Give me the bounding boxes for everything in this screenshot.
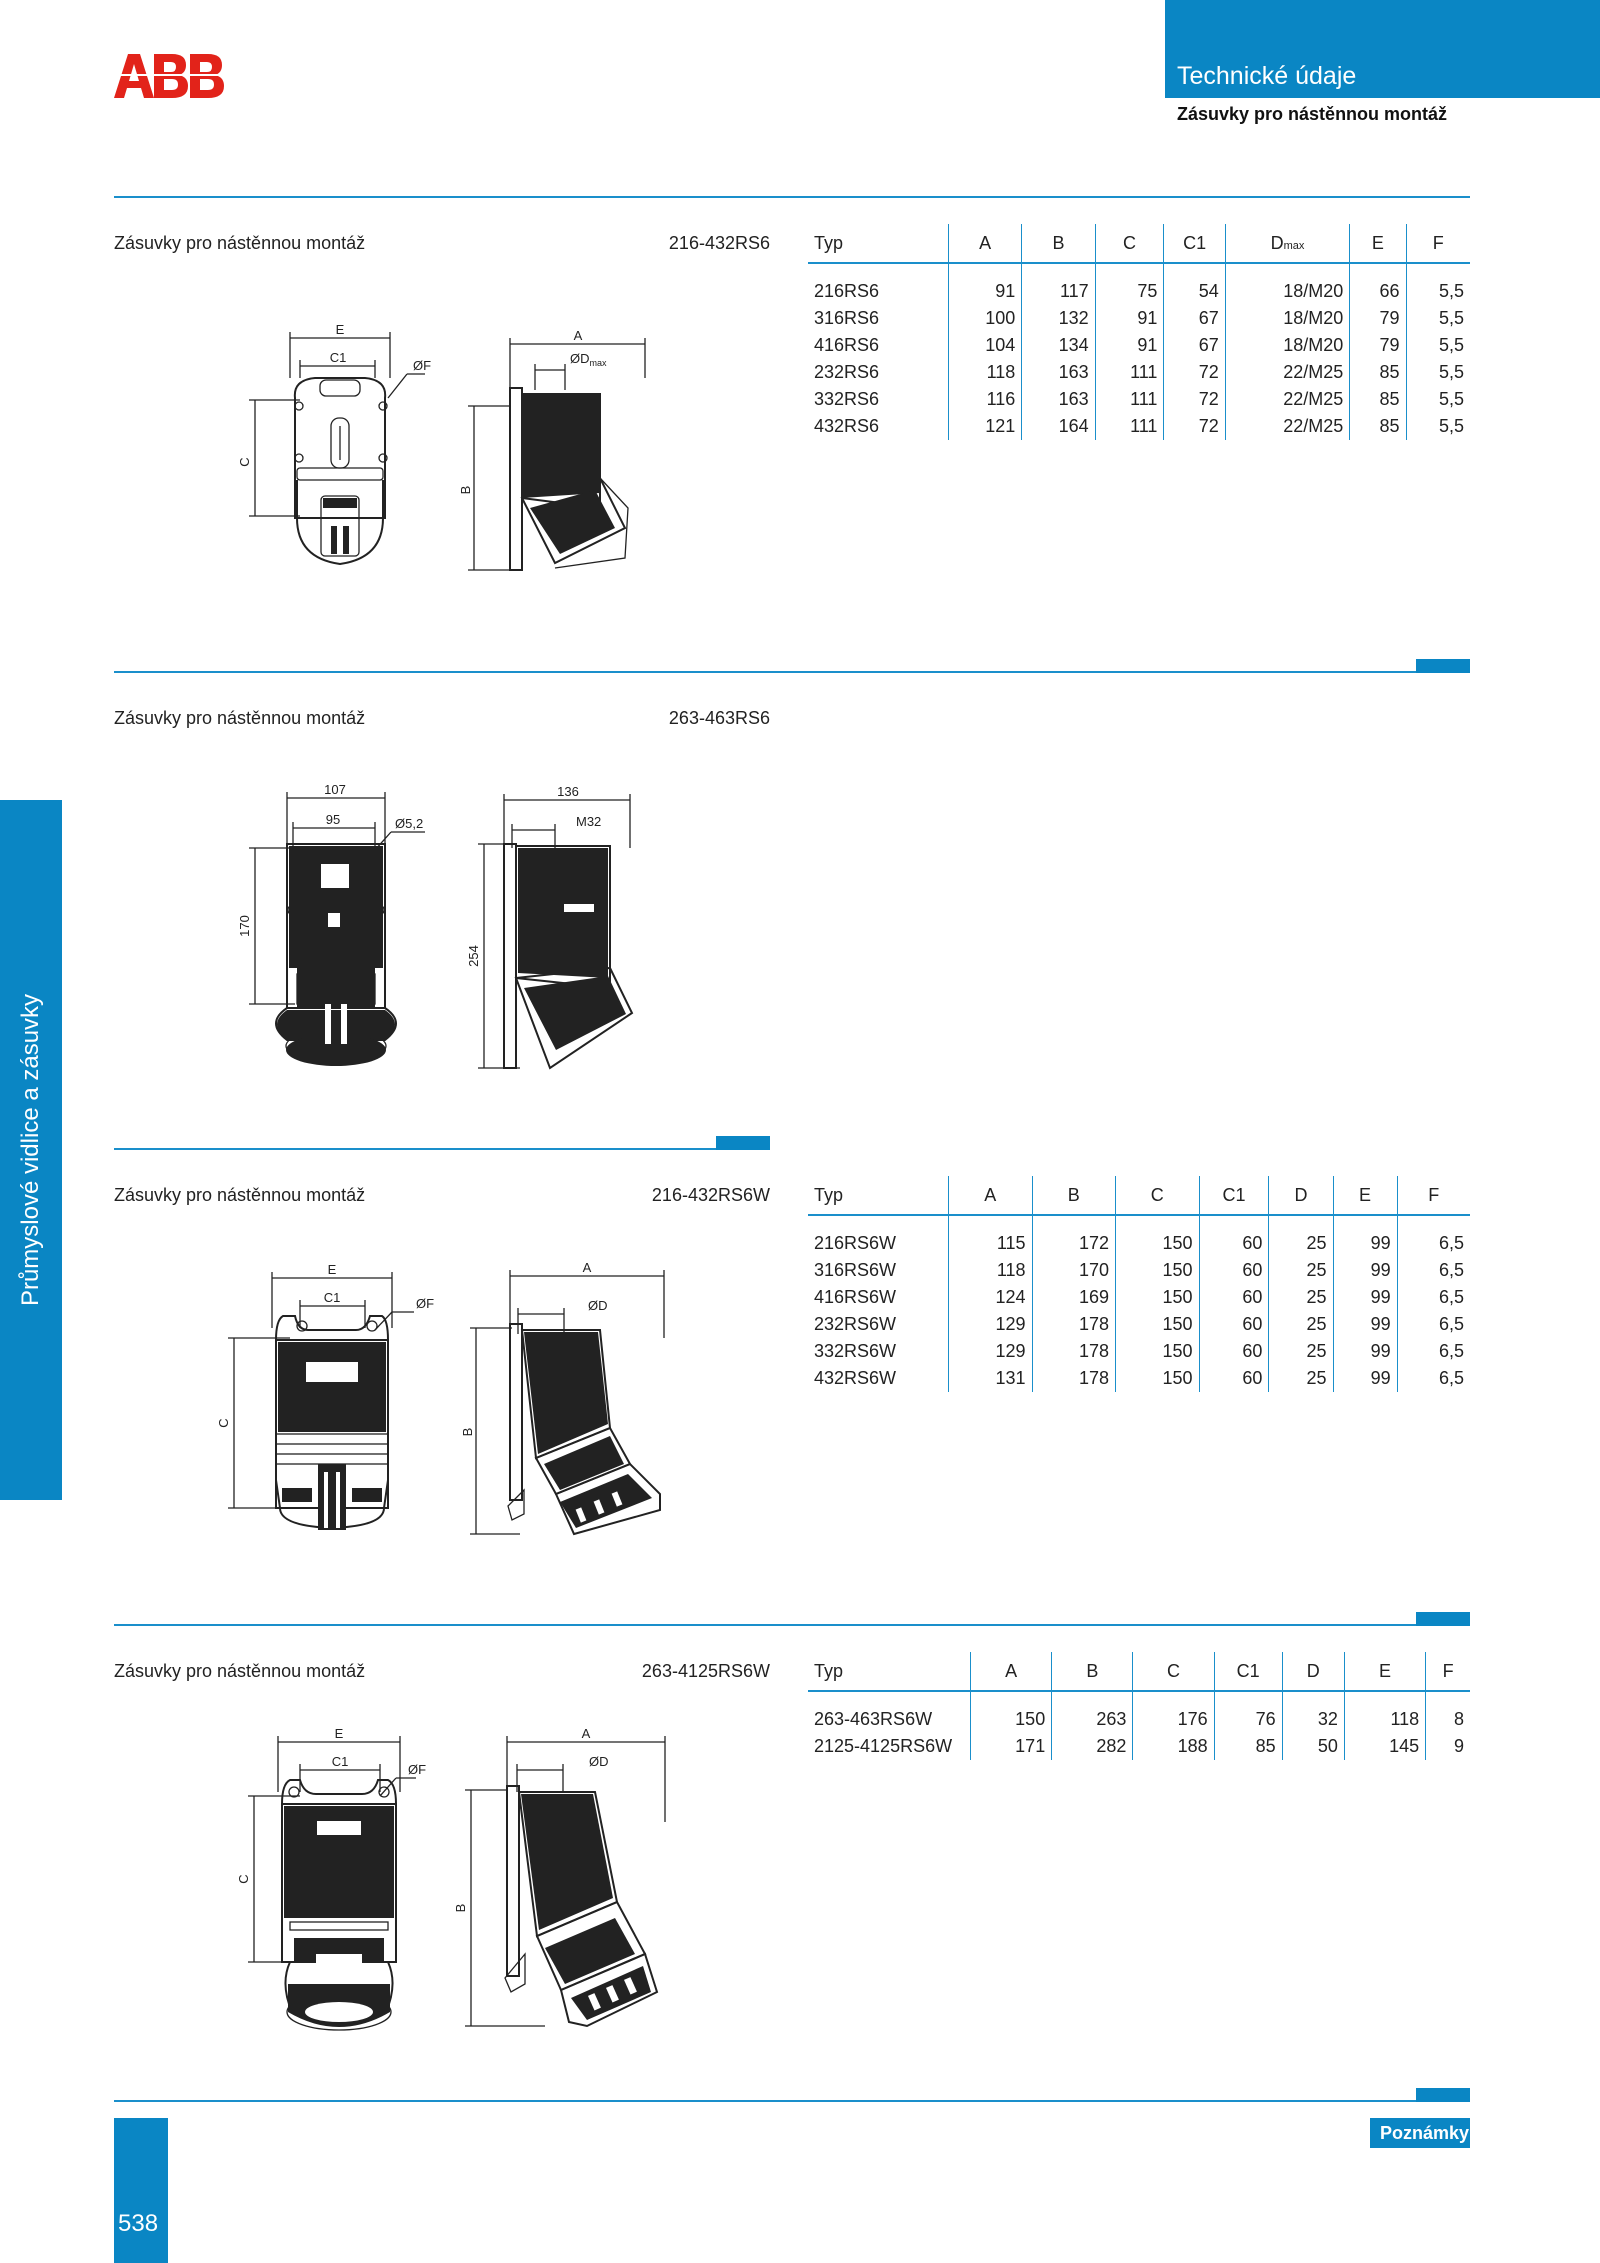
dim-label-f: ØF xyxy=(413,358,432,373)
table-row xyxy=(808,305,1470,332)
col-header: Dmax xyxy=(1225,224,1349,263)
row-type-cell: 416RS6W xyxy=(814,1287,897,1307)
row-value-cell: 118 xyxy=(1344,1691,1425,1733)
row-type-cell: 232RS6 xyxy=(814,362,880,382)
col-header: D xyxy=(1282,1652,1344,1691)
table-row xyxy=(808,263,1470,305)
row-value-cell: 282 xyxy=(1052,1733,1133,1760)
row-value-cell: 6,5 xyxy=(1397,1284,1470,1311)
row-value-cell: 67 xyxy=(1164,305,1225,332)
row-type-cell: 416RS6 xyxy=(814,335,880,355)
row-value-cell: 121 xyxy=(949,413,1022,440)
row-value-cell: 118 xyxy=(949,1257,1033,1284)
row-value-cell: 22/M25 xyxy=(1225,359,1349,386)
row-value-cell: 25 xyxy=(1269,1311,1333,1338)
row-value-cell: 72 xyxy=(1164,413,1225,440)
row-value-cell: 150 xyxy=(1116,1284,1200,1311)
dim-label-b: B xyxy=(458,485,473,495)
row-value-cell: 91 xyxy=(949,263,1022,305)
notes-tab[interactable] xyxy=(1370,2118,1470,2148)
section-title: Zásuvky pro nástěnnou montáž xyxy=(114,233,366,253)
row-value-cell: 76 xyxy=(1214,1691,1282,1733)
row-value-cell: 6,5 xyxy=(1397,1257,1470,1284)
col-header: F xyxy=(1397,1176,1470,1215)
row-value-cell: 85 xyxy=(1350,359,1406,386)
row-value-cell: 169 xyxy=(1032,1284,1116,1311)
row-value-cell: 5,5 xyxy=(1406,263,1470,305)
technical-drawing-front xyxy=(210,1258,450,1548)
row-value-cell: 178 xyxy=(1032,1365,1116,1392)
divider-tab xyxy=(1416,2088,1470,2102)
dim-label-f: ØF xyxy=(416,1296,435,1311)
row-value-cell: 32 xyxy=(1282,1691,1344,1733)
row-value-cell: 111 xyxy=(1095,413,1164,440)
table-row xyxy=(808,386,1470,413)
section-divider xyxy=(114,2100,1470,2102)
row-value-cell: 60 xyxy=(1199,1284,1269,1311)
row-value-cell: 6,5 xyxy=(1397,1311,1470,1338)
dim-label-e: 107 xyxy=(324,782,346,797)
dim-label-d: ØD xyxy=(588,1298,608,1313)
page-number-tab xyxy=(114,2118,168,2263)
divider-tab xyxy=(1416,659,1470,673)
col-header: B xyxy=(1032,1176,1116,1215)
row-value-cell: 60 xyxy=(1199,1338,1269,1365)
row-value-cell: 132 xyxy=(1022,305,1095,332)
row-value-cell: 6,5 xyxy=(1397,1215,1470,1257)
row-value-cell: 18/M20 xyxy=(1225,332,1349,359)
table-row xyxy=(808,1257,1470,1284)
dim-label-c1: C1 xyxy=(329,350,347,365)
table-row xyxy=(808,413,1470,440)
col-header: C1 xyxy=(1199,1176,1269,1215)
row-value-cell: 111 xyxy=(1095,359,1164,386)
notes-label: Poznámky xyxy=(1380,2123,1470,2143)
dim-label-d: $ØD_{max}$ xyxy=(570,351,607,368)
row-value-cell: 60 xyxy=(1199,1311,1269,1338)
technical-drawing-side xyxy=(460,1258,680,1548)
row-value-cell: 5,5 xyxy=(1406,359,1470,386)
technical-drawing-side xyxy=(460,778,660,1078)
row-value-cell: 5,5 xyxy=(1406,386,1470,413)
row-value-cell: 170 xyxy=(1032,1257,1116,1284)
side-category-label: Průmyslové vidlice a zásuvky xyxy=(17,993,44,1307)
dim-label-c: 170 xyxy=(237,915,252,937)
row-value-cell: 150 xyxy=(1116,1311,1200,1338)
row-value-cell: 75 xyxy=(1095,263,1164,305)
row-type-cell: 432RS6W xyxy=(814,1368,897,1388)
dim-label-b: B xyxy=(453,1903,468,1913)
col-header: A xyxy=(971,1652,1052,1691)
spec-table xyxy=(808,1652,1470,1760)
section-divider xyxy=(114,1624,1470,1626)
abb-logo xyxy=(114,52,226,100)
dim-label-c: C xyxy=(236,1874,251,1884)
col-header: Typ xyxy=(808,1652,971,1691)
table-row xyxy=(808,1215,1470,1257)
row-type-cell: 316RS6 xyxy=(814,308,880,328)
row-value-cell: 99 xyxy=(1333,1365,1397,1392)
row-value-cell: 85 xyxy=(1350,386,1406,413)
row-value-cell: 91 xyxy=(1095,332,1164,359)
dim-label-c: C xyxy=(216,1418,231,1428)
technical-drawing-side xyxy=(460,318,660,578)
row-type-cell: 263-463RS6W xyxy=(814,1709,933,1729)
dim-label-f: ØF xyxy=(408,1762,427,1777)
table-row xyxy=(808,1691,1470,1733)
side-category-tab xyxy=(0,800,62,1500)
row-value-cell: 150 xyxy=(1116,1338,1200,1365)
col-header: C1 xyxy=(1164,224,1225,263)
row-value-cell: 54 xyxy=(1164,263,1225,305)
row-value-cell: 164 xyxy=(1022,413,1095,440)
dim-label-b: B xyxy=(460,1427,475,1437)
row-value-cell: 171 xyxy=(971,1733,1052,1760)
row-value-cell: 100 xyxy=(949,305,1022,332)
col-header: D xyxy=(1269,1176,1333,1215)
row-value-cell: 25 xyxy=(1269,1257,1333,1284)
row-value-cell: 6,5 xyxy=(1397,1365,1470,1392)
section-code: 263-4125RS6W xyxy=(641,1661,770,1681)
row-value-cell: 188 xyxy=(1133,1733,1214,1760)
row-value-cell: 67 xyxy=(1164,332,1225,359)
dim-label-c1: 95 xyxy=(325,812,341,827)
row-value-cell: 60 xyxy=(1199,1365,1269,1392)
row-value-cell: 91 xyxy=(1095,305,1164,332)
dim-label-d: ØD xyxy=(589,1754,609,1769)
dim-label-e: E xyxy=(335,322,345,337)
dim-label-c1: C1 xyxy=(331,1754,349,1769)
row-value-cell: 72 xyxy=(1164,386,1225,413)
dim-label-e: E xyxy=(327,1262,337,1277)
row-value-cell: 66 xyxy=(1350,263,1406,305)
dim-label-f: Ø5,2 xyxy=(395,816,424,831)
col-header: B xyxy=(1022,224,1095,263)
row-value-cell: 104 xyxy=(949,332,1022,359)
row-value-cell: 116 xyxy=(949,386,1022,413)
divider-tab xyxy=(716,1136,770,1150)
row-value-cell: 6,5 xyxy=(1397,1338,1470,1365)
row-value-cell: 99 xyxy=(1333,1284,1397,1311)
row-value-cell: 18/M20 xyxy=(1225,305,1349,332)
technical-drawing-side xyxy=(445,1722,675,2042)
col-header: F xyxy=(1406,224,1470,263)
col-header: C xyxy=(1133,1652,1214,1691)
spec-table xyxy=(808,1176,1470,1392)
row-value-cell: 79 xyxy=(1350,332,1406,359)
dim-label-a: A xyxy=(573,328,583,343)
row-value-cell: 150 xyxy=(971,1691,1052,1733)
spec-table-body xyxy=(808,1691,1470,1760)
row-value-cell: 85 xyxy=(1214,1733,1282,1760)
row-value-cell: 25 xyxy=(1269,1284,1333,1311)
row-value-cell: 99 xyxy=(1333,1338,1397,1365)
dim-label-a: 136 xyxy=(557,784,579,799)
col-header: C1 xyxy=(1214,1652,1282,1691)
row-value-cell: 131 xyxy=(949,1365,1033,1392)
header-subtitle: Zásuvky pro nástěnnou montáž xyxy=(1177,104,1448,124)
table-row xyxy=(808,1338,1470,1365)
spec-table xyxy=(808,224,1470,440)
section-divider xyxy=(114,1148,770,1150)
section-title: Zásuvky pro nástěnnou montáž xyxy=(114,708,366,728)
header-title: Technické údaje xyxy=(1177,62,1357,90)
col-header: E xyxy=(1333,1176,1397,1215)
section-divider xyxy=(114,671,1470,673)
dim-label-c1: C1 xyxy=(323,1290,341,1305)
row-type-cell: 316RS6W xyxy=(814,1260,897,1280)
section-code: 216-432RS6W xyxy=(651,1185,770,1205)
section-divider xyxy=(114,196,1470,198)
row-value-cell: 5,5 xyxy=(1406,305,1470,332)
row-value-cell: 178 xyxy=(1032,1311,1116,1338)
row-value-cell: 85 xyxy=(1350,413,1406,440)
row-value-cell: 25 xyxy=(1269,1365,1333,1392)
divider-tab xyxy=(1416,1612,1470,1626)
row-value-cell: 178 xyxy=(1032,1338,1116,1365)
col-header: B xyxy=(1052,1652,1133,1691)
row-value-cell: 22/M25 xyxy=(1225,413,1349,440)
header-banner xyxy=(1165,0,1600,98)
dim-label-a: A xyxy=(582,1260,592,1275)
row-value-cell: 25 xyxy=(1269,1338,1333,1365)
row-value-cell: 115 xyxy=(949,1215,1033,1257)
col-header: A xyxy=(949,224,1022,263)
dim-label-c: C xyxy=(237,457,252,467)
row-value-cell: 263 xyxy=(1052,1691,1133,1733)
row-value-cell: 117 xyxy=(1022,263,1095,305)
table-row xyxy=(808,1365,1470,1392)
table-row xyxy=(808,332,1470,359)
row-value-cell: 150 xyxy=(1116,1365,1200,1392)
row-value-cell: 150 xyxy=(1116,1257,1200,1284)
table-row xyxy=(808,1311,1470,1338)
row-value-cell: 60 xyxy=(1199,1257,1269,1284)
row-value-cell: 60 xyxy=(1199,1215,1269,1257)
table-row xyxy=(808,1733,1470,1760)
row-value-cell: 50 xyxy=(1282,1733,1344,1760)
row-type-cell: 432RS6 xyxy=(814,416,880,436)
page-number: 538 xyxy=(118,2210,159,2237)
col-header: C xyxy=(1095,224,1164,263)
row-value-cell: 111 xyxy=(1095,386,1164,413)
row-type-cell: 2125-4125RS6W xyxy=(814,1736,953,1756)
row-value-cell: 99 xyxy=(1333,1257,1397,1284)
col-header: A xyxy=(949,1176,1033,1215)
col-header: Typ xyxy=(808,224,949,263)
col-header: C xyxy=(1116,1176,1200,1215)
section-title: Zásuvky pro nástěnnou montáž xyxy=(114,1185,366,1205)
row-value-cell: 163 xyxy=(1022,359,1095,386)
row-value-cell: 9 xyxy=(1426,1733,1470,1760)
col-header: E xyxy=(1344,1652,1425,1691)
row-type-cell: 332RS6 xyxy=(814,389,880,409)
row-value-cell: 99 xyxy=(1333,1215,1397,1257)
spec-table-body xyxy=(808,263,1470,440)
technical-drawing-front xyxy=(225,778,465,1078)
spec-table-body xyxy=(808,1215,1470,1392)
row-value-cell: 79 xyxy=(1350,305,1406,332)
table-row xyxy=(808,1284,1470,1311)
section-code: 216-432RS6 xyxy=(668,233,770,253)
row-value-cell: 129 xyxy=(949,1311,1033,1338)
row-value-cell: 25 xyxy=(1269,1215,1333,1257)
row-type-cell: 216RS6 xyxy=(814,281,880,301)
row-value-cell: 176 xyxy=(1133,1691,1214,1733)
dim-label-d: M32 xyxy=(576,814,602,829)
dim-label-b: 254 xyxy=(466,945,481,967)
row-value-cell: 5,5 xyxy=(1406,332,1470,359)
col-header: Typ xyxy=(808,1176,949,1215)
row-value-cell: 145 xyxy=(1344,1733,1425,1760)
row-value-cell: 22/M25 xyxy=(1225,386,1349,413)
col-header: E xyxy=(1350,224,1406,263)
table-row xyxy=(808,359,1470,386)
row-value-cell: 134 xyxy=(1022,332,1095,359)
row-value-cell: 150 xyxy=(1116,1215,1200,1257)
row-type-cell: 232RS6W xyxy=(814,1314,897,1334)
row-value-cell: 5,5 xyxy=(1406,413,1470,440)
row-value-cell: 118 xyxy=(949,359,1022,386)
section-code: 263-463RS6 xyxy=(668,708,770,728)
col-header: F xyxy=(1426,1652,1470,1691)
row-value-cell: 72 xyxy=(1164,359,1225,386)
section-title: Zásuvky pro nástěnnou montáž xyxy=(114,1661,366,1681)
row-value-cell: 99 xyxy=(1333,1311,1397,1338)
dim-label-a: A xyxy=(581,1726,591,1741)
row-value-cell: 129 xyxy=(949,1338,1033,1365)
technical-drawing-front xyxy=(225,318,465,578)
row-type-cell: 332RS6W xyxy=(814,1341,897,1361)
row-type-cell: 216RS6W xyxy=(814,1233,897,1253)
row-value-cell: 8 xyxy=(1426,1691,1470,1733)
row-value-cell: 163 xyxy=(1022,386,1095,413)
row-value-cell: 172 xyxy=(1032,1215,1116,1257)
technical-drawing-front xyxy=(220,1722,460,2042)
row-value-cell: 124 xyxy=(949,1284,1033,1311)
dim-label-e: E xyxy=(334,1726,344,1741)
row-value-cell: 18/M20 xyxy=(1225,263,1349,305)
